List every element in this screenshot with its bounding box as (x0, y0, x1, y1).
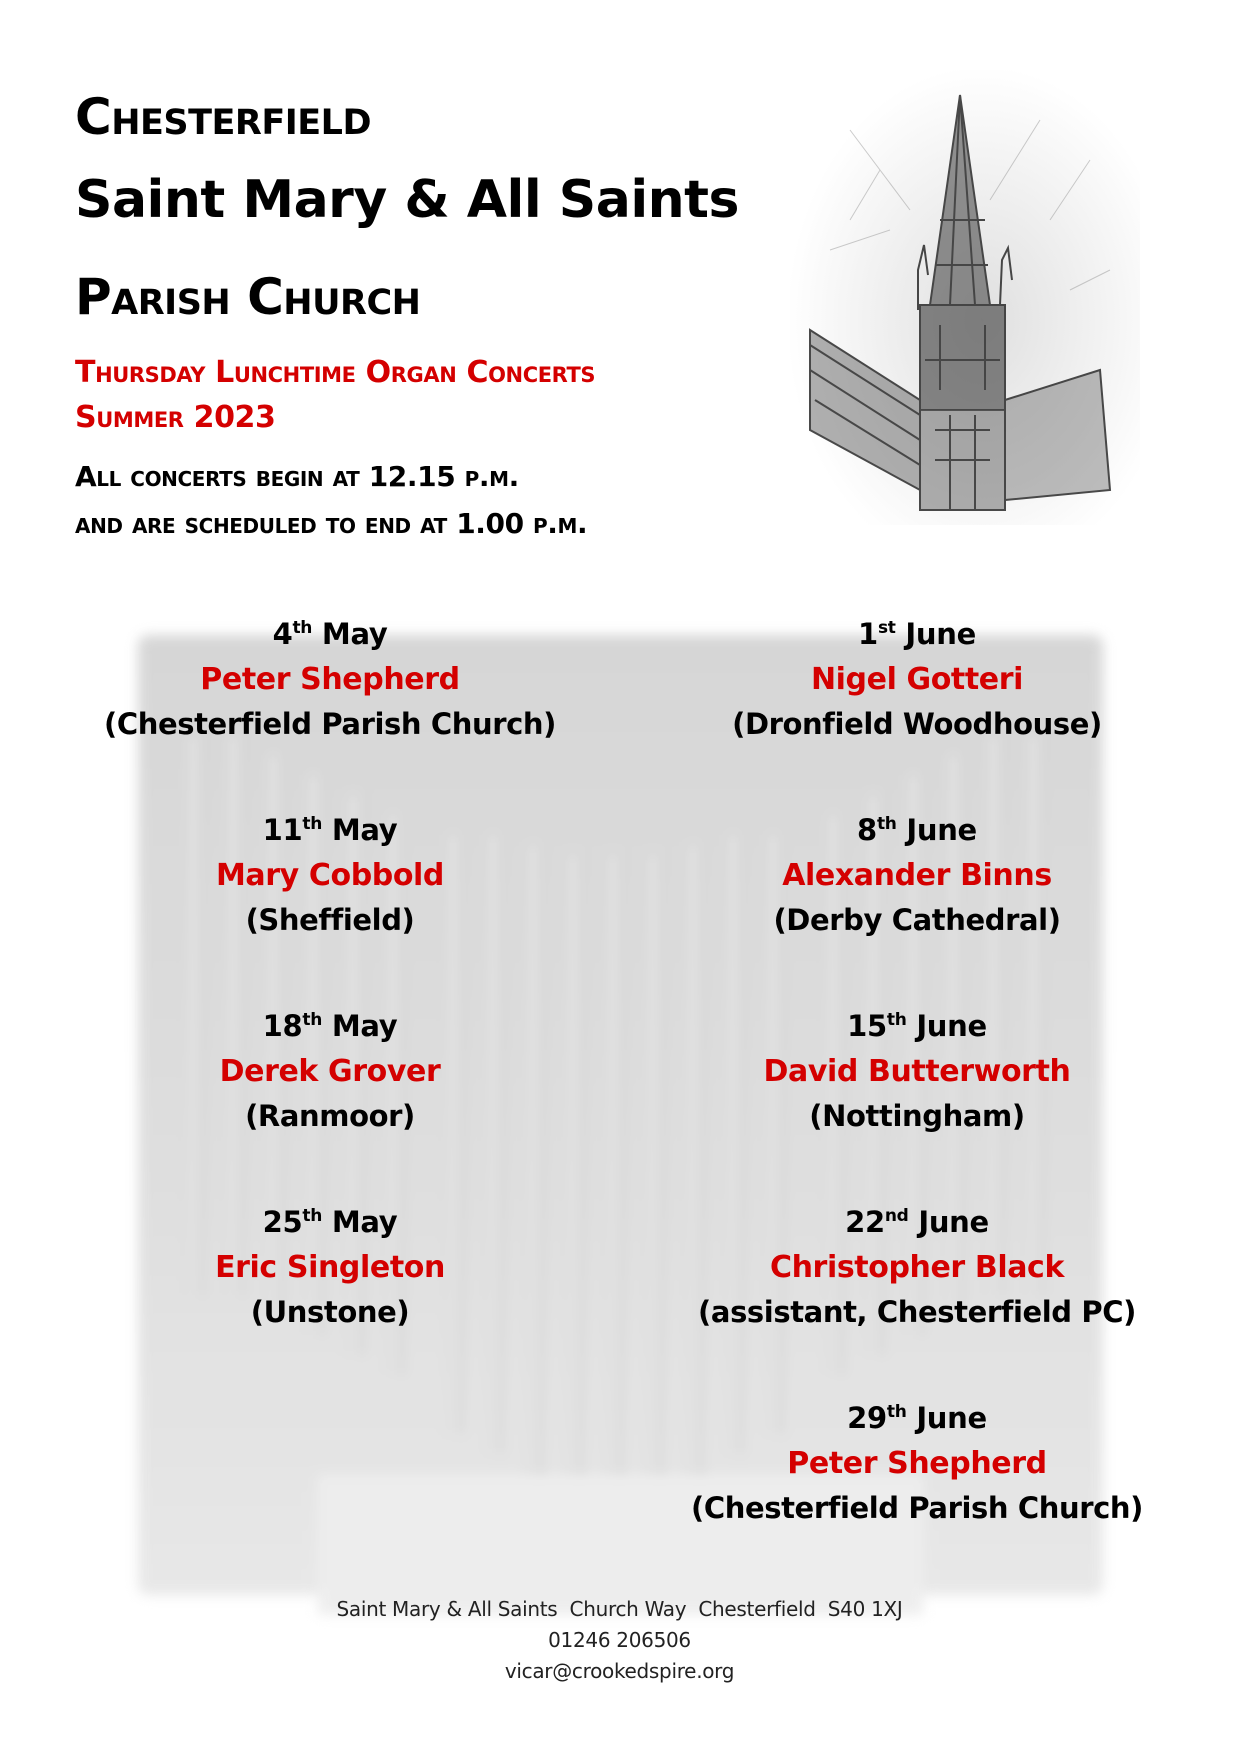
concert-date: 4th May (272, 617, 388, 651)
concert-entry (637, 1200, 1197, 1396)
performer-name: Christopher Black (769, 1250, 1064, 1285)
performer-venue: (Sheffield) (245, 903, 415, 937)
concert-date: 18th May (262, 1009, 398, 1043)
performer-venue: (Unstone) (250, 1295, 410, 1329)
heading-town: Chesterfield (75, 88, 372, 146)
performer-venue: (Derby Cathedral) (773, 903, 1061, 937)
performer-venue: (Ranmoor) (245, 1099, 415, 1133)
performer-venue: (Chesterfield Parish Church) (103, 707, 557, 741)
concert-entry (50, 808, 610, 1004)
concert-entry (637, 808, 1197, 1004)
event-season: Summer 2023 (75, 400, 276, 435)
june-concerts-column (637, 612, 1197, 1592)
performer-name: Derek Grover (219, 1054, 441, 1089)
performer-name: Alexander Binns (782, 858, 1052, 893)
performer-name: Mary Cobbold (215, 858, 445, 893)
performer-venue: (Chesterfield Parish Church) (690, 1491, 1144, 1525)
performer-name: Nigel Gotteri (810, 662, 1024, 697)
concert-entry (50, 612, 610, 808)
concert-date: 25th May (262, 1205, 398, 1239)
contact-footer (0, 1594, 1239, 1687)
concert-date: 29th June (847, 1401, 987, 1435)
concert-entry (637, 612, 1197, 808)
concert-date: 1st June (858, 617, 976, 651)
performer-name: Peter Shepherd (200, 662, 460, 697)
start-time-note: All concerts begin at 12.15 p.m. (75, 460, 519, 493)
performer-name: David Butterworth (763, 1054, 1071, 1089)
concert-entry (637, 1004, 1197, 1200)
concert-date: 11th May (262, 813, 398, 847)
performer-venue: (Dronfield Woodhouse) (732, 707, 1102, 741)
event-series-title: Thursday Lunchtime Organ Concerts (75, 355, 596, 390)
concert-entry (50, 1200, 610, 1396)
performer-venue: (Nottingham) (809, 1099, 1025, 1133)
concert-date: 8th June (857, 813, 977, 847)
performer-name: Peter Shepherd (787, 1446, 1047, 1481)
church-spire-image (790, 70, 1140, 525)
performer-name: Eric Singleton (215, 1250, 445, 1285)
concert-entry (637, 1396, 1197, 1592)
address-text: Saint Mary & All Saints Church Way Chesterfield S40 1XJ (336, 1597, 903, 1621)
email-address[interactable]: vicar@crookedspire.org (504, 1659, 735, 1683)
end-time-note: and are scheduled to end at 1.00 p.m. (75, 507, 588, 540)
concert-date: 22nd June (845, 1205, 989, 1239)
heading-church-name: Saint Mary & All Saints (75, 170, 739, 230)
heading-parish-church: Parish Church (75, 268, 421, 326)
concert-date: 15th June (847, 1009, 987, 1043)
phone-number: 01246 206506 (548, 1628, 691, 1652)
performer-venue: (assistant, Chesterfield PC) (698, 1295, 1136, 1329)
may-concerts-column (50, 612, 610, 1396)
concert-entry (50, 1004, 610, 1200)
